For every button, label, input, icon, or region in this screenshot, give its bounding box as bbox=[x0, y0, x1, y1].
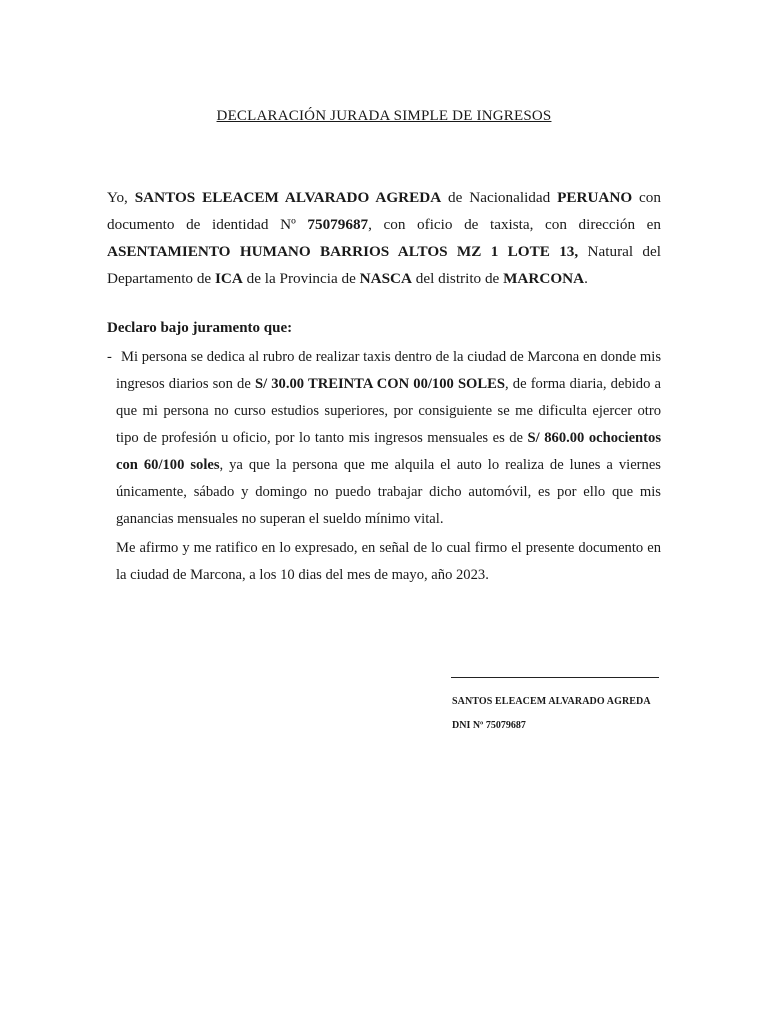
intro-text-4: , con oficio de taxista, con dirección en bbox=[368, 216, 661, 233]
daily-income: S/ 30.00 TREINTA CON 00/100 SOLES bbox=[254, 376, 505, 392]
intro-text-8: . bbox=[584, 270, 588, 287]
dni-number: 75079687 bbox=[307, 216, 369, 233]
intro-text-2: de Nacionalidad bbox=[441, 189, 558, 206]
intro-text-3: con documento de identidad Nº bbox=[107, 189, 661, 233]
signature-line bbox=[451, 677, 659, 678]
document-title: DECLARACIÓN JURADA SIMPLE DE INGRESOS bbox=[216, 108, 552, 124]
declaration-item bbox=[107, 344, 661, 533]
declaration-item-text bbox=[107, 344, 661, 533]
nationality: PERUANO bbox=[557, 189, 633, 206]
district: MARCONA bbox=[503, 270, 585, 287]
monthly-income: S/ 860.00 ochocientos con 60/100 soles bbox=[116, 430, 662, 473]
item-text-2: , de forma diaria, debido a que mi persona no curso estudios superiores, por consiguiente se me dificulta ejercer otro tipo de profesión u oficio, por lo tanto mis ingresos mensuales es de bbox=[116, 376, 661, 446]
intro-text-7: del distrito de bbox=[411, 270, 504, 287]
intro-paragraph bbox=[107, 184, 661, 292]
address: ASENTAMIENTO HUMANO BARRIOS ALTOS MZ 1 LOTE 13, bbox=[107, 243, 579, 260]
province: NASCA bbox=[359, 270, 412, 287]
department: ICA bbox=[214, 270, 243, 287]
list-dash: - bbox=[107, 349, 112, 365]
intro-text-5: Natural del Departamento de bbox=[107, 243, 661, 287]
intro-text-6: de la Provincia de bbox=[242, 270, 360, 287]
signature-name: SANTOS ELEACEM ALVARADO AGREDA bbox=[452, 696, 651, 707]
declarant-name: SANTOS ELEACEM ALVARADO AGREDA bbox=[134, 189, 442, 206]
closing-paragraph: Me afirmo y me ratifico en lo expresado, en señal de lo cual firmo el presente documento en la ciudad de Marcona, a los 10 dias del mes de mayo, año 2023. bbox=[116, 540, 661, 583]
item-text-3: , ya que la persona que me alquila el auto lo realiza de lunes a viernes únicamente, sábado y domingo no puedo trabajar dicho automóvil, es por ello que mis ganancias mensuales no superan el sueldo mínimo vital. bbox=[116, 457, 661, 527]
item-text-1: Mi persona se dedica al rubro de realizar taxis dentro de la ciudad de Marcona en donde mis ingresos diarios son de bbox=[116, 349, 661, 392]
signature-dni: DNI Nº 75079687 bbox=[452, 720, 526, 731]
intro-text-1: Yo, bbox=[107, 189, 135, 206]
declaro-heading: Declaro bajo juramento que: bbox=[107, 320, 293, 336]
